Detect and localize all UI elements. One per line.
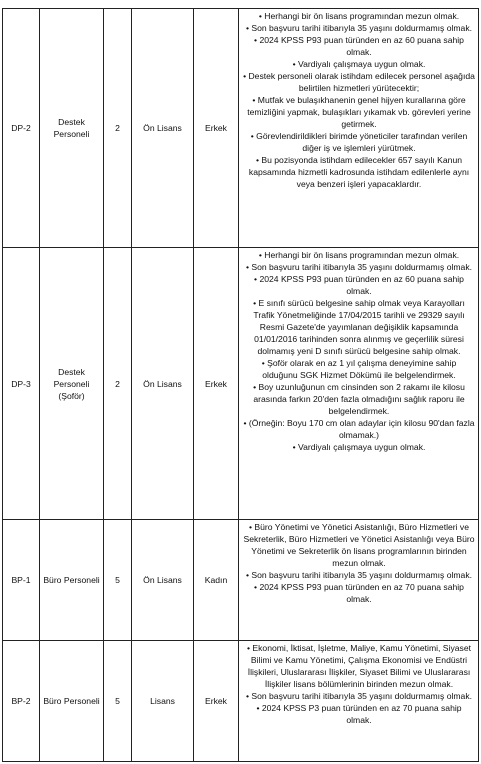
gender: Erkek — [194, 248, 239, 520]
requirement-item: • Son başvuru tarihi itibarıyla 35 yaşını doldurmamış olmak. — [245, 570, 473, 580]
position-code: DP-3 — [3, 248, 40, 520]
position-count: 2 — [104, 248, 132, 520]
gender: Kadın — [194, 520, 239, 641]
requirement-item: • 2024 KPSS P93 puan türünden en az 70 puana sahip olmak. — [254, 582, 464, 604]
requirements-cell — [239, 641, 479, 762]
requirement-item: • Boy uzunluğunun cm cinsinden son 2 rakamı ile kilosu arasında farkın 20'den fazla olmadığını sağlık raporu ile belgelendirmek. — [253, 382, 465, 416]
positions-table — [2, 8, 479, 762]
requirements-cell — [239, 520, 479, 641]
education-level: Lisans — [132, 641, 194, 762]
requirement-item: • Şoför olarak en az 1 yıl çalışma deneyimine sahip olduğunu SGK Hizmet Dökümü ile belgelendirmek. — [261, 358, 457, 380]
requirement-item: • Destek personeli olarak istihdam edilecek personel aşağıda belirtilen hizmetleri yürütecektir; — [243, 71, 475, 93]
requirement-item: • Son başvuru tarihi itibarıyla 35 yaşını doldurmamış olmak. — [245, 262, 473, 272]
requirement-item: • 2024 KPSS P93 puan türünden en az 60 puana sahip olmak. — [254, 35, 464, 57]
position-title: Destek Personeli — [40, 9, 104, 248]
requirement-item: • Vardiyalı çalışmaya uygun olmak. — [292, 442, 426, 452]
table-row — [3, 641, 479, 762]
gender: Erkek — [194, 641, 239, 762]
table-row — [3, 520, 479, 641]
requirement-item: • Görevlendirildikleri birimde yöneticiler tarafından verilen diğer iş ve işlemleri yürütmek. — [250, 131, 468, 153]
requirement-item: • Mutfak ve bulaşıkhanenin genel hijyen kurallarına göre temizliğini yapmak, bulaşıkları yıkamak vb. görevleri yerine getirmek. — [247, 95, 471, 129]
position-title: Destek Personeli (Şoför) — [40, 248, 104, 520]
requirements-cell — [239, 248, 479, 520]
position-count: 2 — [104, 9, 132, 248]
education-level: Ön Lisans — [132, 9, 194, 248]
education-level: Ön Lisans — [132, 520, 194, 641]
requirement-item: • Herhangi bir ön lisans programından mezun olmak. — [258, 11, 460, 21]
requirement-item: • (Örneğin: Boyu 170 cm olan adaylar için kilosu 90'dan fazla olmamak.) — [243, 418, 475, 440]
education-level: Ön Lisans — [132, 248, 194, 520]
requirement-item: • Büro Yönetimi ve Yönetici Asistanlığı, Büro Hizmetleri ve Sekreterlik, Büro Hizmetleri ve Yönetici Asistanlığı veya Büro Yönetimi ve Sekreterlik ön lisans programlarının birinden mezun olmak. — [243, 522, 475, 568]
requirement-item: • Bu pozisyonda istihdam edilecekler 657 sayılı Kanun kapsamında hizmetli kadrosunda istihdam edilenlerle aynı veya benzeri işleri yapacaklardır. — [248, 155, 470, 189]
position-title: Büro Personeli — [40, 641, 104, 762]
position-code: BP-2 — [3, 641, 40, 762]
position-count: 5 — [104, 520, 132, 641]
position-code: BP-1 — [3, 520, 40, 641]
table-row — [3, 9, 479, 248]
requirement-item: • Vardiyalı çalışmaya uygun olmak. — [292, 59, 426, 69]
requirement-item: • E sınıfı sürücü belgesine sahip olmak veya Karayolları Trafik Yönetmeliğinde 17/04/2015 tarihli ve 29329 sayılı Resmi Gazete'de yayımlanan değişiklik kapsamında 01/01/2016 tarihinden sonra alınmış ve geçerlilik süresi dolmamış yeni D sınıfı sürücü belgesine sahip olmak. — [253, 298, 465, 356]
requirement-item: • Son başvuru tarihi itibarıyla 35 yaşını doldurmamış olmak. — [245, 691, 473, 701]
position-title: Büro Personeli — [40, 520, 104, 641]
requirement-item: • 2024 KPSS P93 puan türünden en az 60 puana sahip olmak. — [254, 274, 464, 296]
requirement-item: • Herhangi bir ön lisans programından mezun olmak. — [258, 250, 460, 260]
requirements-cell — [239, 9, 479, 248]
table-row — [3, 248, 479, 520]
requirement-item: • Ekonomi, İktisat, İşletme, Maliye, Kamu Yönetimi, Siyaset Bilimi ve Kamu Yönetimi, Çalışma Ekonomisi ve Endüstri İlişkileri, Uluslararası İlişkiler, Siyaset Bilimi ve Uluslararası İlişkiler lisans bölümlerinin birinden mezun olmak. — [247, 643, 471, 689]
position-count: 5 — [104, 641, 132, 762]
requirement-item: • Son başvuru tarihi itibarıyla 35 yaşını doldurmamış olmak. — [245, 23, 473, 33]
gender: Erkek — [194, 9, 239, 248]
requirement-item: • 2024 KPSS P3 puan türünden en az 70 puana sahip olmak. — [256, 703, 462, 725]
position-code: DP-2 — [3, 9, 40, 248]
